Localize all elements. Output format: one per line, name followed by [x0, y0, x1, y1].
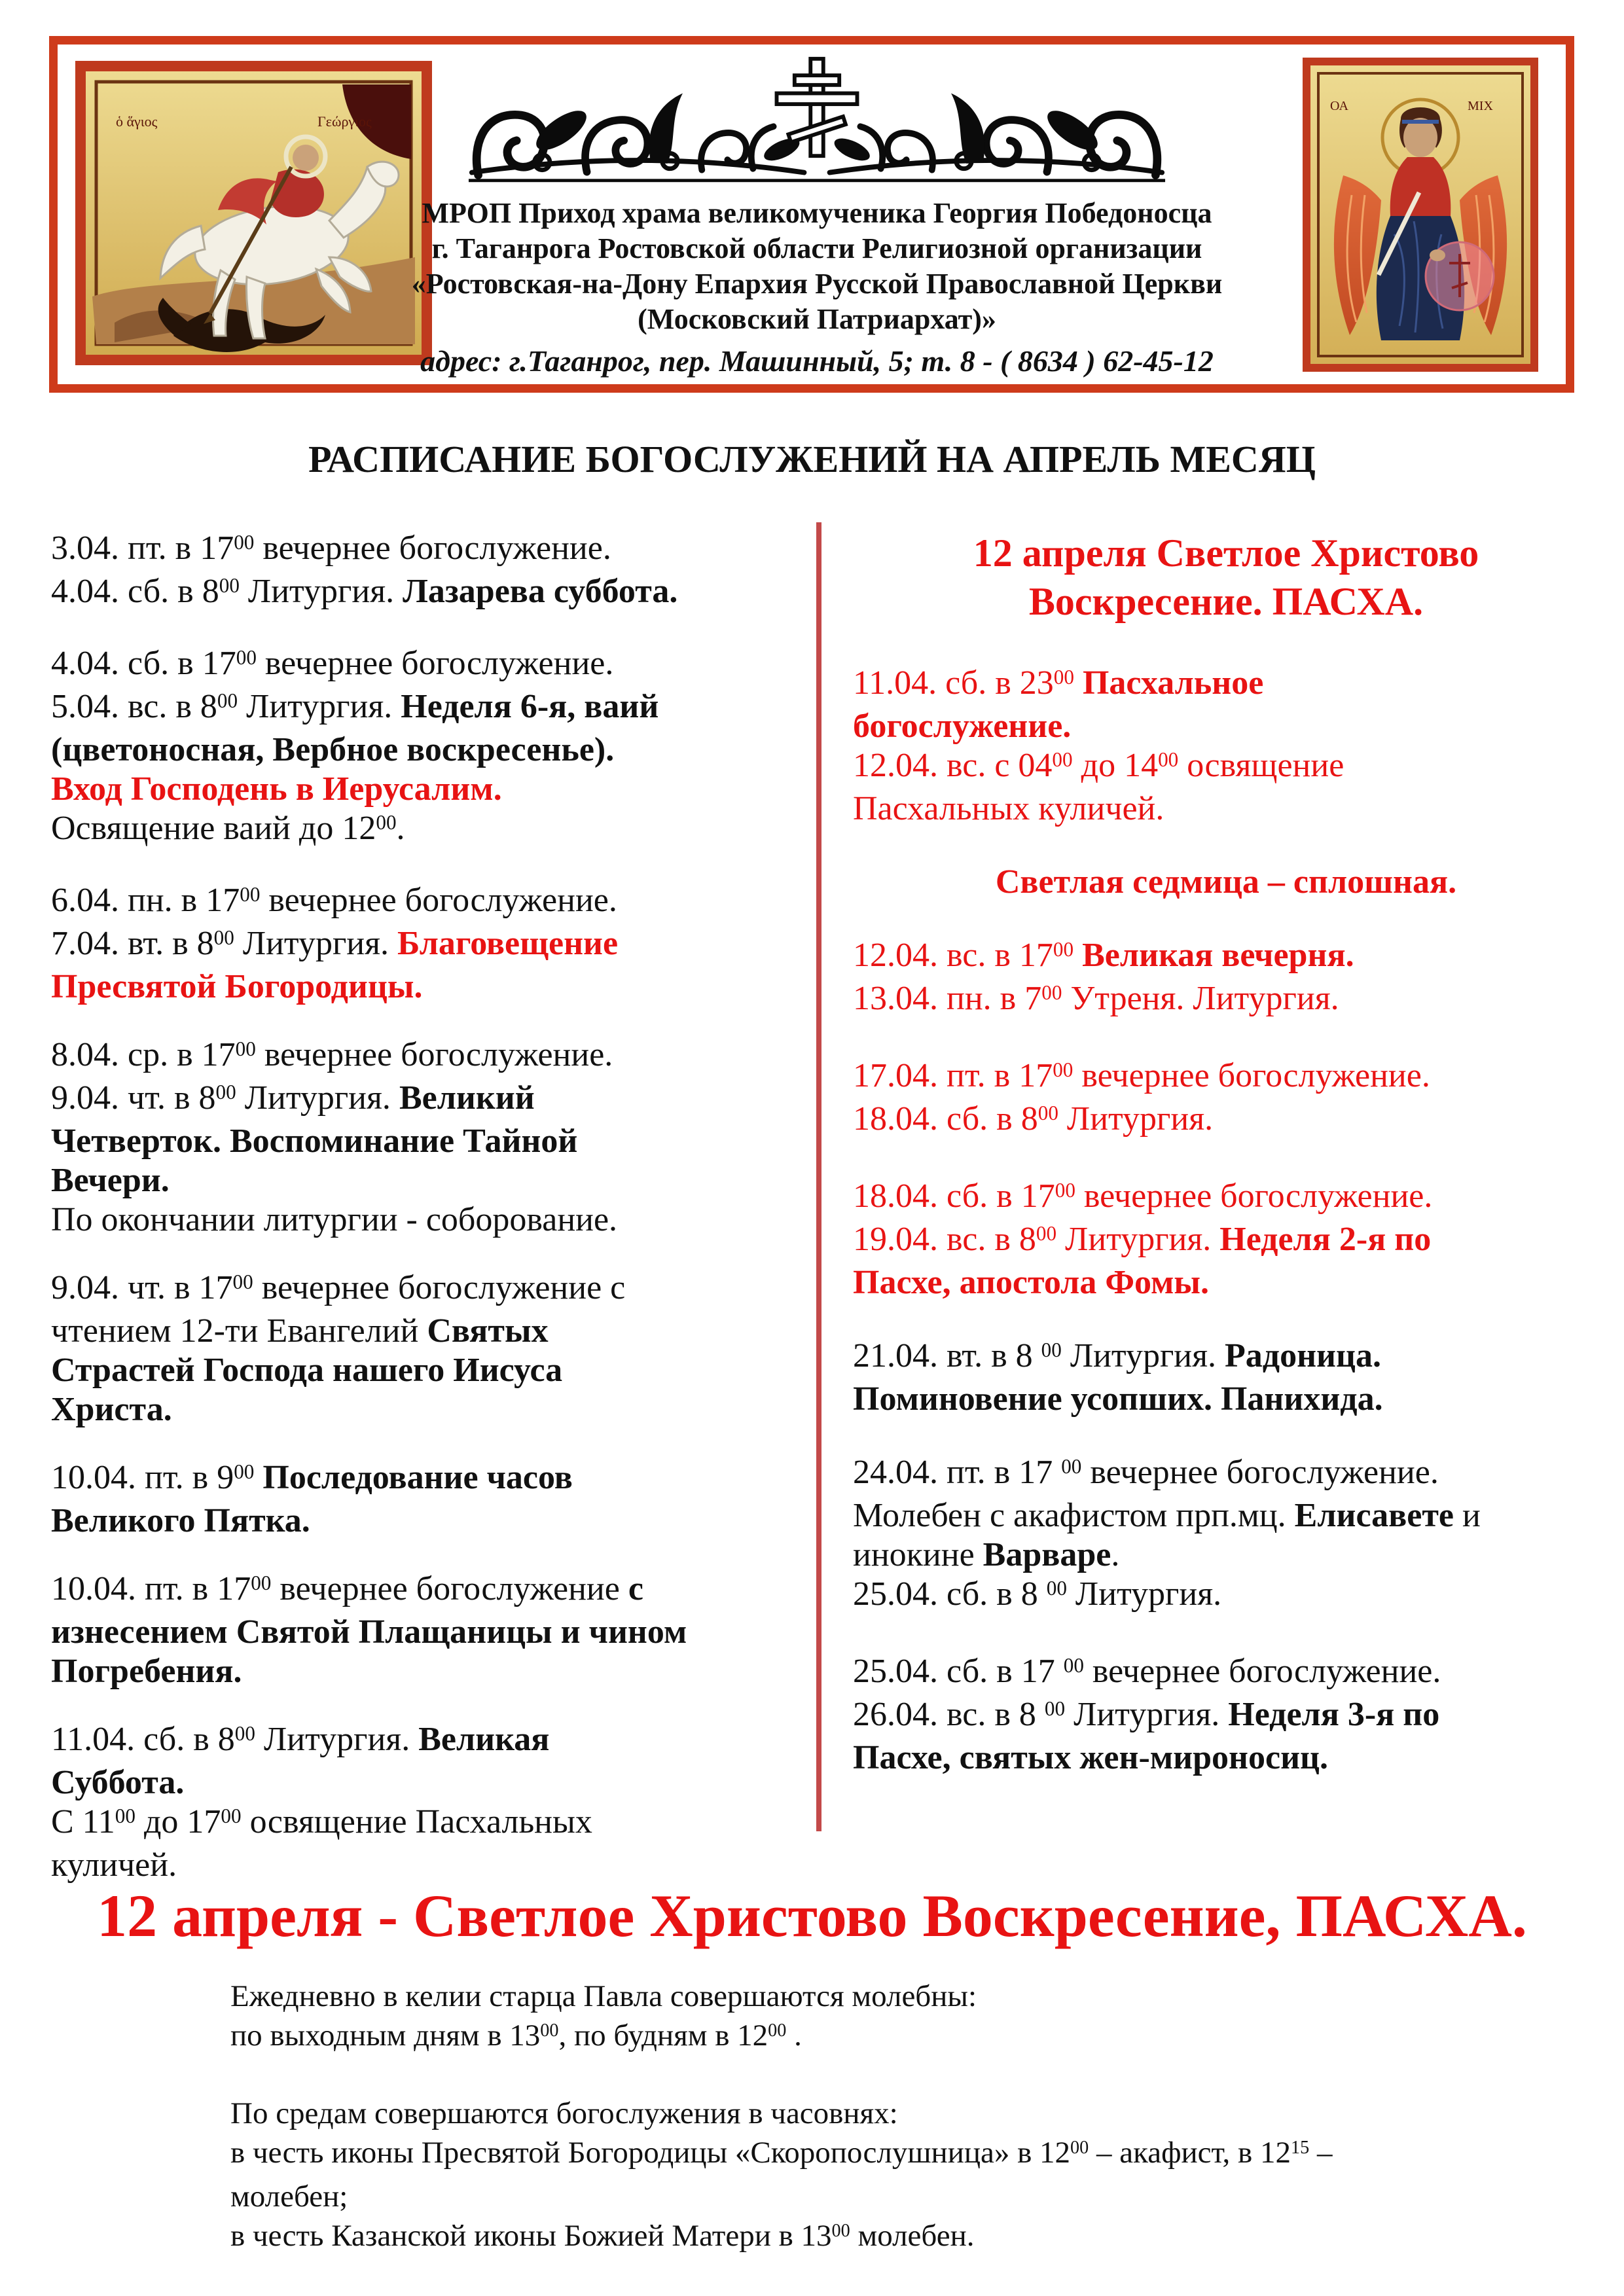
text-segment: Суббота. — [51, 1764, 185, 1801]
schedule-entry — [51, 1268, 804, 1429]
text-line — [853, 863, 1599, 902]
text-segment: 6.04. пн. в 17 — [51, 882, 240, 919]
text-line — [51, 1200, 804, 1240]
text-line — [230, 2094, 1332, 2133]
text-segment: 00 — [236, 646, 257, 670]
church-name-line: МРОП Приход храма великомученика Георгия Победоносца — [422, 197, 1212, 229]
text-segment: , по будням в 12 — [558, 2018, 768, 2053]
text-line — [230, 2133, 1332, 2177]
text-line — [51, 644, 804, 687]
text-segment: 00 — [234, 1460, 255, 1484]
text-segment: вечернее богослужение — [271, 1570, 628, 1607]
church-name-line: г. Таганрога Ростовской области Религиозной организации — [431, 232, 1202, 264]
text-segment: 00 — [234, 531, 255, 554]
text-segment: вечернее богослужение с — [253, 1269, 626, 1306]
text-segment: – — [1309, 2136, 1333, 2170]
text-segment: 18.04. сб. в 8 — [853, 1100, 1038, 1138]
schedule-entry — [51, 1570, 804, 1691]
text-segment: Литургия. — [255, 1721, 419, 1758]
schedule-entry — [51, 881, 804, 1007]
text-line — [853, 577, 1599, 626]
text-segment: Четверток. Воспоминание Тайной — [51, 1122, 578, 1160]
schedule-entry — [853, 1177, 1599, 1302]
text-segment: вечернее богослужение. — [255, 1036, 613, 1073]
text-segment: 4.04. сб. в 8 — [51, 573, 219, 610]
header-center — [382, 45, 1252, 384]
text-line — [853, 1695, 1599, 1738]
text-segment: 15 — [1291, 2138, 1310, 2159]
church-name-line: (Московский Патриархат)» — [638, 303, 996, 335]
schedule-entry — [51, 1458, 804, 1541]
text-segment: 00 — [1070, 2138, 1089, 2159]
text-segment: Литургия. — [1066, 1575, 1222, 1613]
text-segment: . — [396, 810, 405, 847]
text-segment: 00 — [221, 1804, 242, 1828]
text-line — [51, 1803, 804, 1846]
header-banner — [49, 36, 1574, 393]
text-segment: 00 — [1038, 1102, 1058, 1125]
text-line — [853, 1575, 1599, 1618]
text-segment: 11.04. сб. в 23 — [853, 664, 1054, 702]
st-george-icon — [75, 61, 432, 365]
text-segment: Великий — [399, 1079, 535, 1117]
text-segment: 8.04. ср. в 17 — [51, 1036, 236, 1073]
text-segment: инокине — [853, 1536, 983, 1573]
text-line — [853, 664, 1599, 707]
text-segment: 00 — [1063, 1654, 1084, 1677]
schedule-entry — [853, 1453, 1599, 1618]
text-segment: в честь иконы Пресвятой Богородицы «Скоропослушница» в 12 — [230, 2136, 1071, 2170]
text-segment: молебен; — [230, 2179, 348, 2214]
text-line — [51, 1268, 804, 1312]
text-line — [51, 572, 804, 615]
text-segment: 00 — [1044, 1697, 1066, 1721]
schedule-entry — [230, 1977, 1332, 2060]
text-segment: Литургия. — [1065, 1696, 1229, 1733]
text-segment: Святых — [427, 1312, 549, 1350]
text-segment: вечернее богослужение. — [1081, 1454, 1439, 1491]
text-segment: 00 — [831, 2221, 850, 2242]
schedule-entry — [853, 1056, 1599, 1143]
text-line — [51, 730, 804, 770]
text-line — [230, 2216, 1332, 2260]
text-segment: и — [1453, 1497, 1481, 1534]
text-segment: Литургия. — [238, 688, 401, 725]
text-segment: . — [786, 2018, 802, 2053]
text-segment: 00 — [234, 1722, 255, 1746]
text-line — [51, 1570, 804, 1613]
church-name — [382, 196, 1252, 337]
text-segment: С 11 — [51, 1803, 115, 1840]
text-segment: изнесением Святой Плащаницы и чином — [51, 1613, 687, 1651]
text-segment: Неделя 3-я по — [1228, 1696, 1440, 1733]
text-line — [51, 967, 804, 1007]
text-line — [853, 1738, 1599, 1778]
text-line — [51, 770, 804, 809]
text-segment: Литургия. — [1056, 1221, 1220, 1258]
text-segment: Неделя 6-я, ваий — [401, 688, 659, 725]
text-line — [51, 1763, 804, 1803]
text-segment: 00 — [115, 1804, 135, 1828]
text-line — [51, 881, 804, 924]
text-line — [51, 687, 804, 730]
easter-banner: 12 апреля - Светлое Христово Воскресение, ПАСХА. — [97, 1882, 1527, 1949]
text-line — [51, 924, 804, 967]
schedule-entry — [853, 529, 1599, 626]
text-line — [51, 1458, 804, 1501]
text-segment: 25.04. сб. в 17 — [853, 1653, 1064, 1690]
text-line — [853, 1453, 1599, 1496]
text-segment: 21.04. вт. в 8 — [853, 1337, 1041, 1374]
text-line — [51, 1161, 804, 1200]
text-segment: 00 — [235, 1037, 256, 1061]
text-segment: Литургия. — [1058, 1100, 1214, 1138]
text-segment: до 14 — [1072, 747, 1159, 784]
text-segment: по выходным дням в 13 — [230, 2018, 541, 2053]
text-segment: Воскресение. ПАСХА. — [1028, 580, 1424, 623]
orthodox-cross-flourish-ornament — [450, 54, 1183, 188]
text-segment: 00 — [1053, 1058, 1074, 1082]
text-segment: 11.04. сб. в 8 — [51, 1721, 235, 1758]
text-line — [51, 1079, 804, 1122]
text-segment: Освящение ваий до 12 — [51, 810, 376, 847]
text-segment: 00 — [219, 574, 240, 598]
text-line — [51, 1652, 804, 1691]
text-line — [853, 936, 1599, 979]
text-line — [853, 1220, 1599, 1263]
schedule-right-column — [853, 529, 1599, 1812]
text-segment: Пресвятой Богородицы. — [51, 968, 423, 1005]
text-segment: 7.04. вт. в 8 — [51, 925, 214, 962]
text-line — [230, 2177, 1332, 2216]
text-segment: Вечери. — [51, 1162, 170, 1199]
text-line — [853, 707, 1599, 746]
text-segment: 00 — [1041, 1338, 1062, 1362]
text-segment: 00 — [1158, 748, 1179, 772]
text-segment: Поминовение усопших. Панихида. — [853, 1380, 1383, 1418]
text-line — [853, 1100, 1599, 1143]
text-segment: Христа. — [51, 1391, 172, 1428]
text-segment: молебен. — [850, 2219, 975, 2253]
text-line — [51, 1351, 804, 1390]
text-segment: Литургия. — [236, 1079, 399, 1117]
text-segment: 00 — [376, 811, 397, 834]
schedule-entry — [51, 1035, 804, 1240]
text-segment: Великая — [418, 1721, 550, 1758]
text-segment — [1074, 664, 1083, 702]
text-segment: чтением 12-ти Евангелий — [51, 1312, 427, 1350]
text-segment: 5.04. вс. в 8 — [51, 688, 217, 725]
text-line — [51, 1720, 804, 1763]
text-line — [51, 529, 804, 572]
text-segment: По окончании литургии - соборование. — [51, 1201, 618, 1238]
text-segment: в честь Казанской иконы Божией Матери в 13 — [230, 2219, 832, 2253]
schedule-title: РАСПИСАНИЕ БОГОСЛУЖЕНИЙ НА АПРЕЛЬ МЕСЯЦ — [308, 438, 1316, 480]
text-segment: Последование часов — [262, 1459, 573, 1496]
text-line — [230, 2016, 1332, 2060]
text-segment: 00 — [215, 1081, 236, 1104]
text-segment: Погребения. — [51, 1653, 242, 1690]
text-segment: Радоница. — [1225, 1337, 1381, 1374]
schedule-entry — [853, 936, 1599, 1022]
text-segment: . — [1111, 1536, 1120, 1573]
text-segment: 10.04. пт. в 17 — [51, 1570, 251, 1607]
schedule-entry — [51, 529, 804, 615]
text-segment — [1074, 937, 1082, 974]
text-line — [51, 1846, 804, 1885]
text-segment: 00 — [768, 2020, 787, 2041]
text-segment: Великая вечерня. — [1082, 937, 1354, 974]
church-address: адрес: г.Таганрог, пер. Машинный, 5; т. 8 - ( 8634 ) 62-45-12 — [420, 344, 1214, 378]
text-segment: 00 — [232, 1270, 253, 1294]
text-segment: 00 — [213, 926, 234, 950]
text-segment: 00 — [1053, 666, 1074, 689]
text-line — [853, 789, 1599, 829]
text-segment: 00 — [217, 689, 238, 713]
text-line — [853, 1380, 1599, 1419]
archangel-michael-icon — [1303, 58, 1538, 372]
text-segment: освящение Пасхальных — [241, 1803, 592, 1840]
schedule-entry — [51, 1720, 804, 1885]
text-segment: 19.04. вс. в 8 — [853, 1221, 1036, 1258]
text-segment: 17.04. пт. в 17 — [853, 1057, 1053, 1094]
text-segment: Литургия. — [239, 573, 403, 610]
text-segment: 00 — [251, 1571, 272, 1595]
text-line — [51, 1501, 804, 1541]
text-segment: Великого Пятка. — [51, 1502, 310, 1539]
text-line — [51, 1122, 804, 1161]
text-segment — [254, 1459, 262, 1496]
text-segment: Благовещение — [397, 925, 619, 962]
text-segment: 12.04. вс. в 17 — [853, 937, 1053, 974]
notes-section — [230, 1977, 1332, 2294]
svg-text:ΟΑ: ΟΑ — [1330, 99, 1348, 113]
text-segment: 25.04. сб. в 8 — [853, 1575, 1047, 1613]
text-line — [853, 1535, 1599, 1575]
text-segment: 00 — [240, 883, 261, 906]
text-segment: вечернее богослужение. — [1073, 1057, 1430, 1094]
text-segment: 10.04. пт. в 9 — [51, 1459, 234, 1496]
text-segment: 00 — [540, 2020, 559, 2041]
text-line — [853, 1652, 1599, 1695]
text-line — [853, 1496, 1599, 1535]
text-line — [853, 1336, 1599, 1380]
text-segment: 00 — [1036, 1222, 1057, 1246]
text-segment: 18.04. сб. в 17 — [853, 1177, 1055, 1215]
schedule-entry — [853, 863, 1599, 902]
schedule-left-column — [51, 529, 804, 1914]
text-segment: Вход Господень в Иерусалим. — [51, 770, 502, 808]
text-segment: до 17 — [135, 1803, 221, 1840]
text-segment: Утреня. Литургия. — [1062, 980, 1339, 1017]
text-segment: богослужение. — [853, 708, 1072, 745]
schedule-entry — [853, 1652, 1599, 1778]
text-segment: 13.04. пн. в 7 — [853, 980, 1042, 1017]
column-divider — [816, 522, 821, 1831]
text-line — [51, 1035, 804, 1079]
svg-text:ὁ ἅγιος: ὁ ἅγιος — [116, 113, 158, 130]
text-segment: 3.04. пт. в 17 — [51, 529, 234, 567]
text-segment: вечернее богослужение. — [1083, 1653, 1441, 1690]
text-segment: 00 — [1046, 1577, 1067, 1600]
text-segment: 24.04. пт. в 17 — [853, 1454, 1062, 1491]
text-segment: Варваре — [983, 1536, 1111, 1573]
text-line — [853, 1056, 1599, 1100]
text-line — [230, 1977, 1332, 2016]
text-segment: куличей. — [51, 1846, 177, 1884]
text-segment: Лазарева суббота. — [403, 573, 678, 610]
text-segment: 12 апреля Светлое Христово — [973, 531, 1479, 575]
text-line — [853, 1177, 1599, 1220]
text-line — [51, 809, 804, 852]
text-segment: Литургия. — [234, 925, 398, 962]
schedule-entry — [853, 1336, 1599, 1419]
text-segment: Пасхальное — [1082, 664, 1264, 702]
svg-text:ΜΙΧ: ΜΙΧ — [1468, 99, 1493, 113]
text-segment: 00 — [1053, 938, 1074, 961]
text-segment: 00 — [1061, 1455, 1082, 1479]
text-segment: 00 — [1052, 748, 1073, 772]
text-line — [51, 1613, 804, 1652]
text-segment: 9.04. чт. в 17 — [51, 1269, 233, 1306]
text-segment: 12.04. вс. с 04 — [853, 747, 1053, 784]
schedule-entry — [853, 664, 1599, 829]
text-segment: вечернее богослужение. — [1075, 1177, 1433, 1215]
text-segment: 00 — [1041, 981, 1062, 1005]
church-name-line: «Ростовская-на-Дону Епархия Русской Православной Церкви — [411, 268, 1223, 300]
text-segment: Пасхе, святых жен-мироносиц. — [853, 1739, 1329, 1776]
text-segment: Неделя 2-я по — [1219, 1221, 1432, 1258]
text-segment: Литургия. — [1061, 1337, 1225, 1374]
text-line — [853, 1263, 1599, 1302]
text-segment: – акафист, в 12 — [1089, 2136, 1291, 2170]
text-segment: вечернее богослужение. — [260, 882, 617, 919]
schedule-entry — [230, 2094, 1332, 2260]
text-segment: Пасхальных куличей. — [853, 790, 1164, 827]
text-line — [51, 1390, 804, 1429]
text-segment: Пасхе, апостола Фомы. — [853, 1264, 1210, 1301]
text-segment: с — [628, 1570, 643, 1607]
svg-text:Γεώργιος: Γεώργιος — [317, 113, 372, 130]
text-segment: Страстей Господа нашего Иисуса — [51, 1352, 563, 1389]
text-line — [51, 1312, 804, 1351]
text-line — [853, 746, 1599, 789]
text-segment: вечернее богослужение. — [256, 645, 614, 682]
text-segment: освящение — [1178, 747, 1344, 784]
text-segment: Светлая седмица – сплошная. — [995, 863, 1457, 901]
text-segment: Ежедневно в келии старца Павла совершаются молебны: — [230, 1979, 977, 2013]
text-segment: 26.04. вс. в 8 — [853, 1696, 1045, 1733]
text-line — [853, 529, 1599, 577]
text-segment: 4.04. сб. в 17 — [51, 645, 236, 682]
text-segment: По средам совершаются богослужения в часовнях: — [230, 2096, 898, 2130]
text-segment: (цветоносная, Вербное воскресенье). — [51, 731, 615, 768]
schedule-entry — [51, 644, 804, 852]
text-segment: 00 — [1055, 1179, 1075, 1202]
text-segment: вечернее богослужение. — [254, 529, 611, 567]
text-segment: 9.04. чт. в 8 — [51, 1079, 216, 1117]
text-line — [853, 979, 1599, 1022]
text-segment: Молебен с акафистом прп.мц. — [853, 1497, 1295, 1534]
text-segment: Елисавете — [1294, 1497, 1454, 1534]
